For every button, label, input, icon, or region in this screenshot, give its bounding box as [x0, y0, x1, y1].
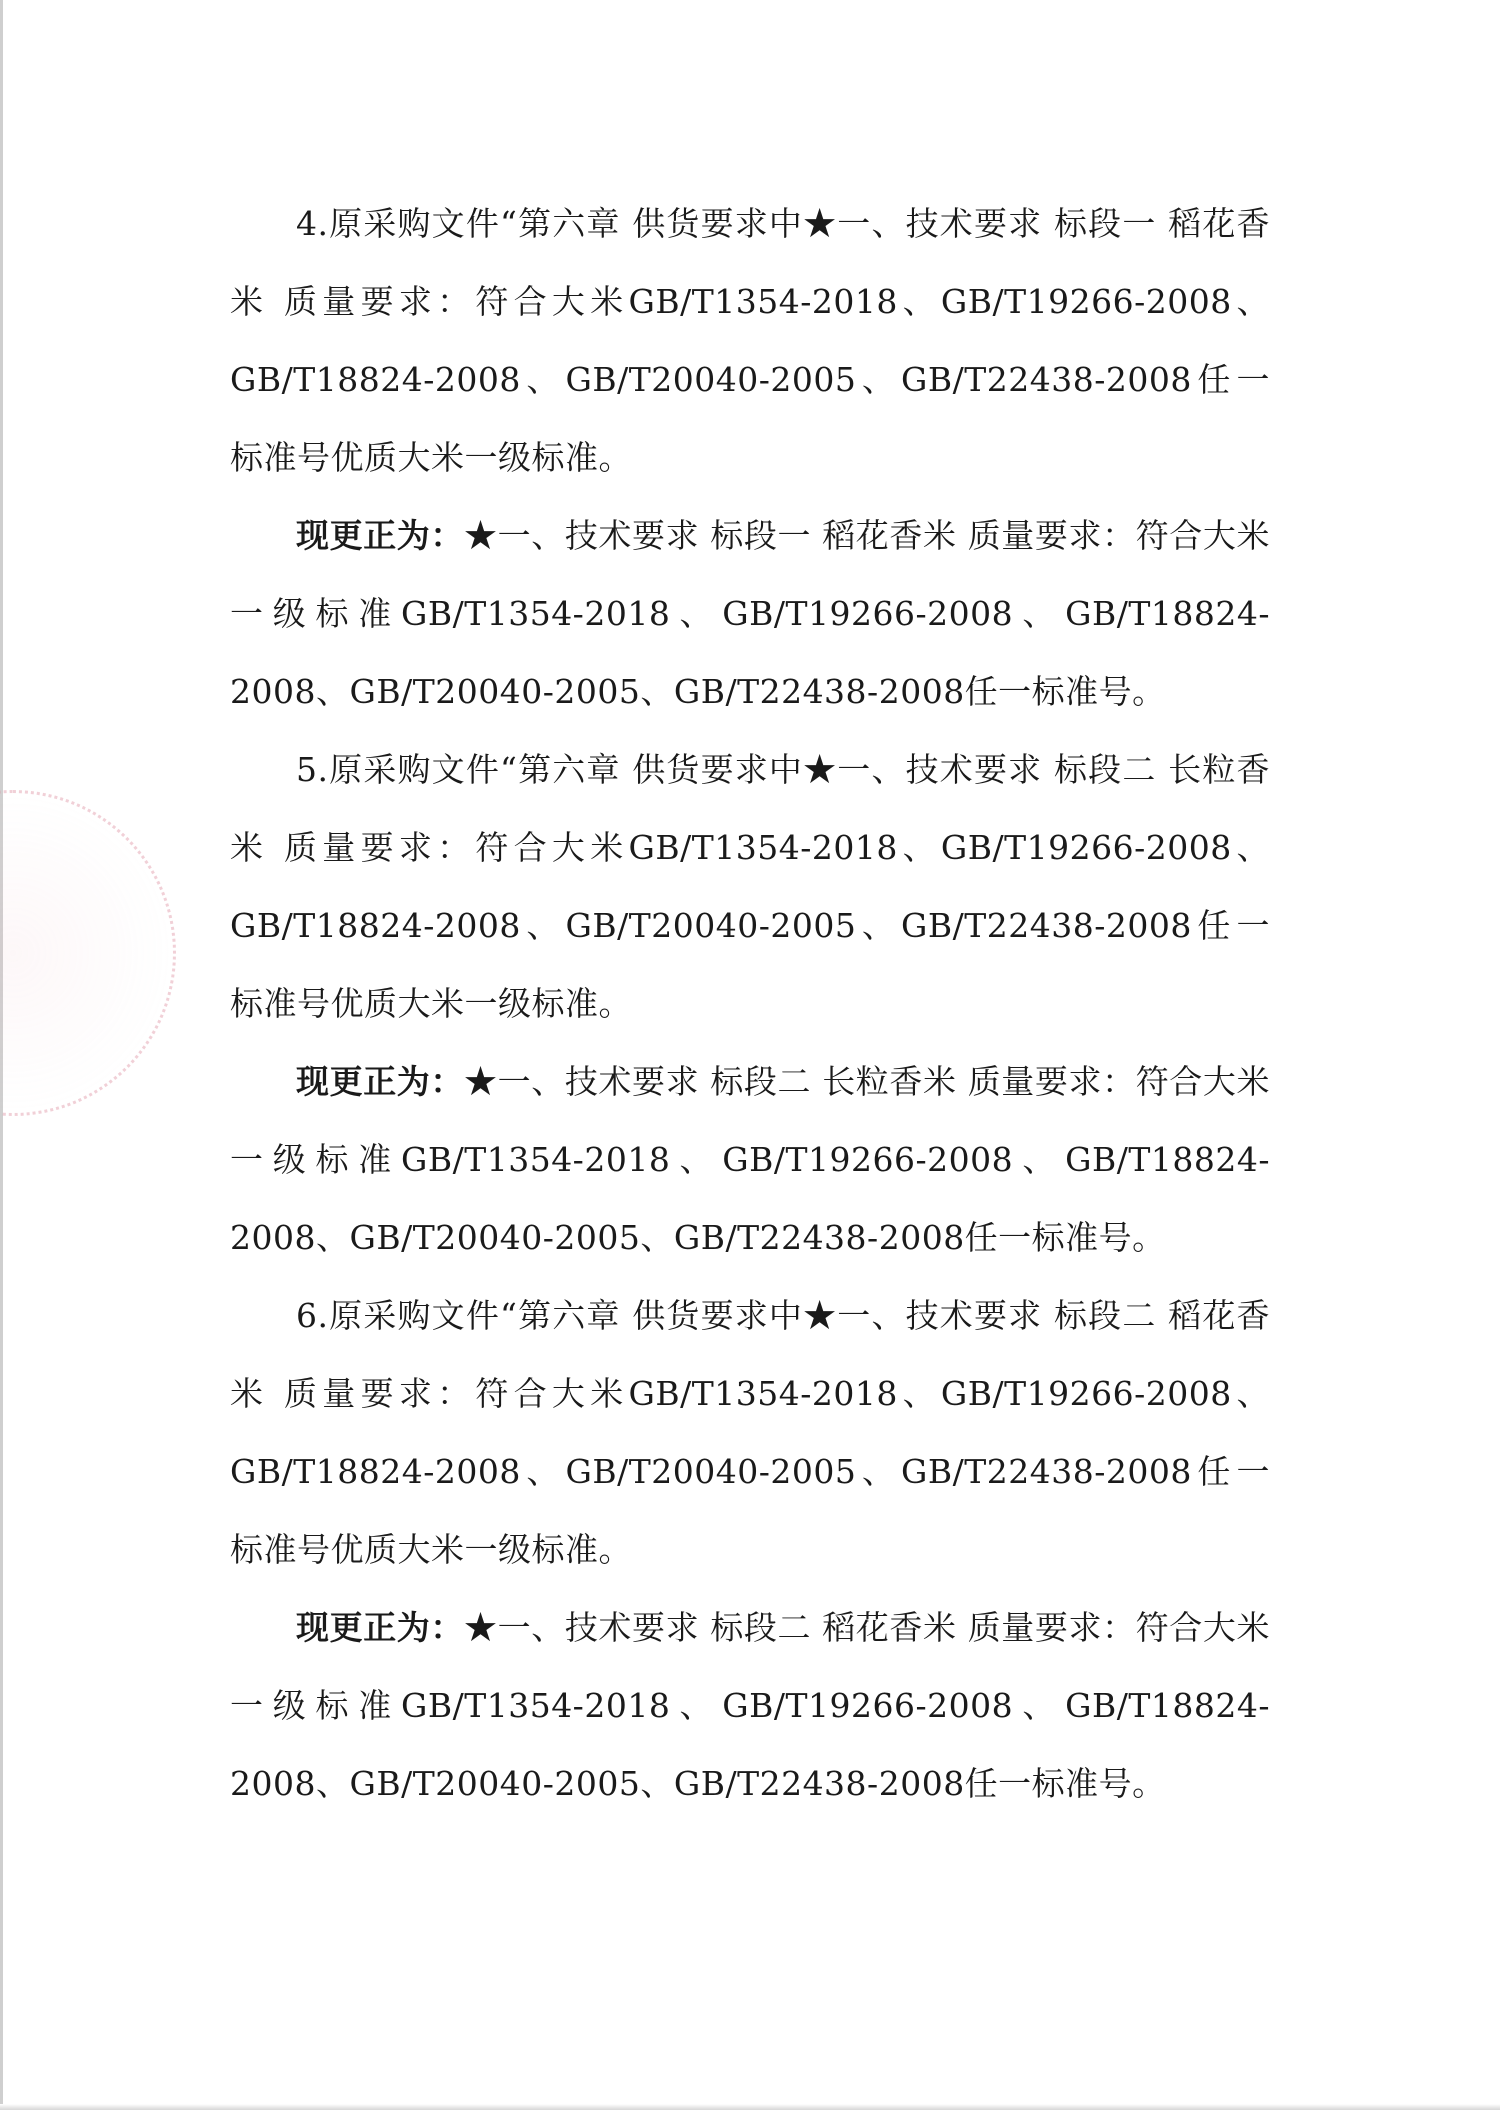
original-clause-4: 4.原采购文件“第六章 供货要求中★一、技术要求 标段一 稻花香米 质量要求：符合大米GB/T1354-2018、GB/T19266-2008、GB/T18824-2008、GB/T20040-2005、GB/T22438-2008任一标准号优质大米一级标准。 — [230, 204, 1270, 477]
correction-clause-6 — [230, 1589, 1270, 1823]
correction-label: 现更正为： — [296, 1608, 465, 1647]
correction-text: ★一、技术要求 标段二 长粒香米 质量要求：符合大米一级标准GB/T1354-2018、GB/T19266-2008、GB/T18824-2008、GB/T20040-2005、GB/T22438-2008任一标准号。 — [230, 1062, 1270, 1257]
document-body — [230, 185, 1270, 1823]
original-clause-6: 6.原采购文件“第六章 供货要求中★一、技术要求 标段二 稻花香米 质量要求：符合大米GB/T1354-2018、GB/T19266-2008、GB/T18824-2008、GB/T20040-2005、GB/T22438-2008任一标准号优质大米一级标准。 — [230, 1296, 1270, 1569]
correction-label: 现更正为： — [296, 1062, 465, 1101]
scan-edge-bottom — [0, 2104, 1500, 2110]
seal-stamp-trace — [0, 790, 176, 1116]
correction-text: ★一、技术要求 标段一 稻花香米 质量要求：符合大米一级标准GB/T1354-2018、GB/T19266-2008、GB/T18824-2008、GB/T20040-2005、GB/T22438-2008任一标准号。 — [230, 516, 1270, 711]
correction-clause-5 — [230, 1043, 1270, 1277]
correction-text: ★一、技术要求 标段二 稻花香米 质量要求：符合大米一级标准GB/T1354-2018、GB/T19266-2008、GB/T18824-2008、GB/T20040-2005、GB/T22438-2008任一标准号。 — [230, 1608, 1270, 1803]
correction-clause-4 — [230, 497, 1270, 731]
original-clause-5: 5.原采购文件“第六章 供货要求中★一、技术要求 标段二 长粒香米 质量要求：符合大米GB/T1354-2018、GB/T19266-2008、GB/T18824-2008、GB/T20040-2005、GB/T22438-2008任一标准号优质大米一级标准。 — [230, 750, 1270, 1023]
correction-label: 现更正为： — [296, 516, 465, 555]
